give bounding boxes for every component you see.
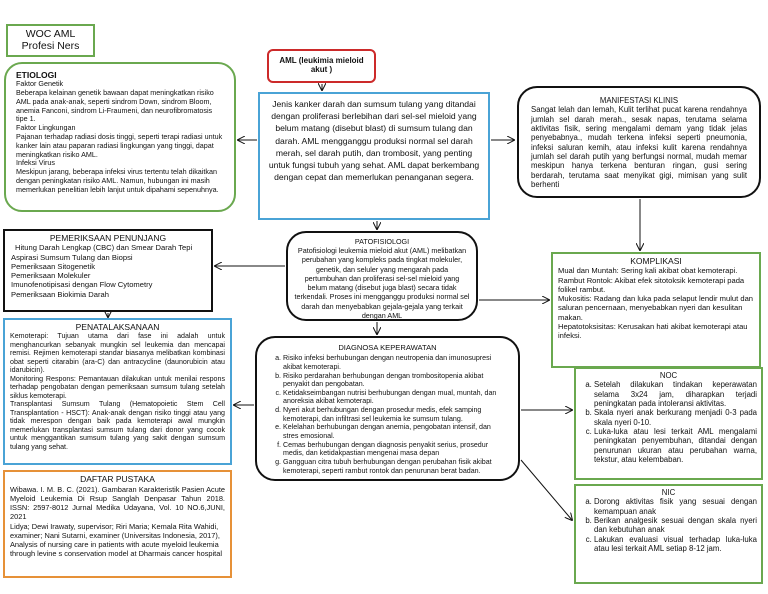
pemeriksaan-item: Aspirasi Sumsum Tulang dan Biopsi <box>11 252 133 262</box>
manifestasi-text: Sangat lelah dan lemah, Kulit terlihat pucat karena rendahnya jumlah sel darah merah., sesak napas, terutama selama aktivitas fisik, sering mengalami demam yang tidak jelas penyebabnya., mudah terkena infeksi seperti pneumonia, infeksi saluran kemih, atau infeksi kulit karena rendahnya jumlah sel darah putih yang berfungsi normal, mudah memar meskipun hanya terkena benturan ringan, gusi sering berdarah, terutama saat menyikat gigi, mimisan yang sulit berhenti <box>531 105 747 190</box>
diagnosa-item: c. Ketidakseimbangan nutrisi berhubungan dengan mual, muntah, dan anoreksia akibat kemoterapi. <box>283 389 506 406</box>
diagnosa-item: g. Gangguan citra tubuh berhubungan dengan perubahan fisik akibat kemoterapi, seperti rambut rontok dan penurunan berat badan. <box>283 458 506 475</box>
diagnosa-box <box>255 336 520 481</box>
nic-list <box>580 497 757 553</box>
nic-title: NIC <box>661 488 676 497</box>
nic-item: a. Dorong aktivitas fisik yang sesuai dengan kemampuan anak <box>594 497 757 516</box>
pemeriksaan-item: Imunofenotipisasi dengan Flow Cytometry <box>11 280 153 290</box>
woc-title-line2: Profesi Ners <box>21 40 80 53</box>
etiologi-box <box>4 62 236 212</box>
penatalaksanaan-title: PENATALAKSANAAN <box>75 322 160 332</box>
diagnosa-item: d. Nyeri akut berhubungan dengan prosedur medis, efek samping kemoterapi, dan infiltrasi sel leukemia ke sumsum tulang. <box>283 406 506 423</box>
komplikasi-title: KOMPLIKASI <box>630 256 682 266</box>
nic-item: c. Lakukan evaluasi visual terhadap luka-luka atau lesi terkait AML setiap 8-12 jam. <box>594 535 757 554</box>
pemeriksaan-item: Pemeriksaan Molekuler <box>11 271 91 281</box>
daftar-pustaka-box <box>3 470 232 578</box>
noc-item: a. Setelah dilakukan tindakan keperawatan selama 3x24 jam, diharapkan terjadi peningkatan pada intoleransi aktivitas. <box>594 380 757 408</box>
nic-box <box>574 484 763 584</box>
patofisiologi-title: PATOFISIOLOGI <box>354 237 410 246</box>
etiologi-line: Faktor Lingkungan <box>16 123 76 133</box>
pemeriksaan-item: Pemeriksaan Sitogenetik <box>11 261 95 271</box>
etiologi-line: Meskipun jarang, beberapa infeksi virus tertentu telah dikaitkan dengan peningkatan risiko AML. Namun, hubungan ini masih memerlukan penelitian lebih lanjut untuk dipahami sepenuhnya. <box>16 167 219 194</box>
komplikasi-item: Mual dan Muntah: Sering kali akibat obat kemoterapi. <box>558 266 738 276</box>
komplikasi-item: Hepatotoksisitas: Kerusakan hati akibat kemoterapi atau infeksi. <box>558 321 748 341</box>
diagnosa-item: e. Kelelahan berhubungan dengan anemia, pengobatan intensif, dan stres emosional. <box>283 423 506 440</box>
noc-title: NOC <box>659 371 678 380</box>
pemeriksaan-item: Pemeriksaan Biokimia Darah <box>11 289 109 299</box>
manifestasi-title: MANIFESTASI KLINIS <box>599 96 679 105</box>
pemeriksaan-title: PEMERIKSAAN PENUNJANG <box>49 233 167 243</box>
pemeriksaan-box <box>3 229 213 312</box>
noc-list <box>580 380 757 464</box>
pustaka-item: Lidya; Dewi Irawaty, supervisor; Riri Maria; Kemala Rita Wahidi, examiner; Nani Sutarni, examiner (Universitas Indonesia, 2017), Analysis of nursing care in patients with acute myeloid leukemia through levine s conservation model at Dharmais cancer hospital <box>10 521 222 559</box>
aml-title-box <box>267 49 376 83</box>
patofisiologi-text: Patofisiologi leukemia mieloid akut (AML) melibatkan perubahan yang kompleks pada tingkat molekuler, genetik, dan seluler yang mengarah pada pertumbuhan dan proliferasi sel-sel mieloid yang belum matang (disebut juga blast) secara tidak terkendali. Proses ini mengganggu produksi normal sel darah dan menyebabkan gejala-gejala yang terkait dengan AML <box>294 246 470 320</box>
definition-text: Jenis kanker darah dan sumsum tulang yang ditandai dengan proliferasi berlebihan dari sel-sel mieloid yang belum matang (disebut blast) di sumsum tulang dan darah. AML mengganggu produksi normal sel darah merah, sel darah putih, dan trombosit, yang penting untuk fungsi tubuh yang sehat. AML dapat berkembang dengan cepat dan memerlukan penanganan segera. <box>268 99 480 183</box>
etiologi-title: ETIOLOGI <box>16 70 57 80</box>
diagnosa-title: DIAGNOSA KEPERAWATAN <box>338 343 437 352</box>
noc-item: c. Luka-luka atau lesi terkait AML mengalami peningkatan penyembuhan, ditandai dengan penurunan ukuran atau perubahan warna, tekstur, atau kelembaban. <box>594 427 757 464</box>
etiologi-line: Beberapa kelainan genetik bawaan dapat meningkatkan risiko AML pada anak-anak, seperti sindrom Down, sindrom Bloom, anemia Fanconi, sindrom Li-Fraumeni, dan neurofibromatosis tipe 1. <box>16 88 214 124</box>
patofisiologi-box <box>286 231 478 321</box>
etiologi-line: Pajanan terhadap radiasi dosis tinggi, seperti terapi radiasi untuk kanker lain atau paparan radiasi lingkungan yang tinggi, dapat meningkatkan risiko AML. <box>16 132 223 159</box>
etiologi-line: Infeksi Virus <box>16 158 56 168</box>
manifestasi-box <box>517 86 761 198</box>
woc-title-box <box>6 24 95 57</box>
definition-box <box>258 92 490 220</box>
pustaka-item: Wibawa. I. M. B. C. (2021). Gambaran Karakteristik Pasien Acute Myeloid Leukemia Di Rsup Sanglah Denpasar Tahun 2018. ISSN: 2597-8012 Jurnal Medika Udayana, Vol. 10 NO.6,JUNI, 2021 <box>10 484 225 522</box>
etiologi-line: Faktor Genetik <box>16 79 64 89</box>
diagnosa-list <box>269 354 506 475</box>
aml-title: AML (leukimia mieloid akut ) <box>279 56 364 75</box>
diagnosa-item: b. Risiko perdarahan berhubungan dengan trombositopenia akibat penyakit dan pengobatan. <box>283 372 506 389</box>
penatalaksanaan-box <box>3 318 232 465</box>
penatalaksanaan-text: Kemoterapi: Tujuan utama dari fase ini adalah untuk menghancurkan sebanyak mungkin sel leukemia dan mencapai remisi. Rejimen kemoterapi standar biasanya melibatkan kombinasi obat seperti citarabin (ara-C) dan antracycline (daunorubicin atau idarubicin). Monitoring Respons: Pemantauan dilakukan untuk menilai respons terhadap pengobatan dengan pemeriksaan sumsum tulang setelah siklus kemoterapi. Transplantasi Sumsum Tulang (Hematopoietic Stem Cell Transplantation - HSCT): Anak-anak dengan risiko tinggi atau yang tidak merespon dengan baik pada kemoterapi awal mungkin memerlukan transplantasi sumsum tulang dari donor yang cocok untuk menggantikan sumsum tulang yang sakit dengan sumsum tulang yang sehat. <box>10 332 225 451</box>
nic-item: b. Berikan analgesik sesuai dengan skala nyeri dan kebutuhan anak <box>594 516 757 535</box>
woc-title-line1: WOC AML <box>25 28 76 40</box>
komplikasi-box <box>551 252 761 368</box>
komplikasi-item: Mukositis: Radang dan luka pada selaput lendir mulut dan saluran pencernaan, menyebabkan nyeri dan kesulitan makan. <box>558 294 754 322</box>
arrow-diagnosa-to-nic <box>521 460 572 520</box>
diagnosa-item: f. Cemas berhubungan dengan diagnosis penyakit serius, prosedur medis, dan ketidakpastian mengenai masa depan <box>283 441 506 458</box>
daftar-pustaka-title: DAFTAR PUSTAKA <box>80 474 155 484</box>
noc-box <box>574 367 763 480</box>
pemeriksaan-item: Hitung Darah Lengkap (CBC) dan Smear Darah Tepi <box>15 243 193 253</box>
komplikasi-item: Rambut Rontok: Akibat efek sitotoksik kemoterapi pada folikel rambut. <box>558 275 745 294</box>
diagnosa-item: a. Risiko infeksi berhubungan dengan neutropenia dan imunosupresi akibat kemoterapi. <box>283 354 506 371</box>
noc-item: b. Skala nyeri anak berkurang menjadi 0-3 pada skala nyeri 0-10. <box>594 408 757 427</box>
